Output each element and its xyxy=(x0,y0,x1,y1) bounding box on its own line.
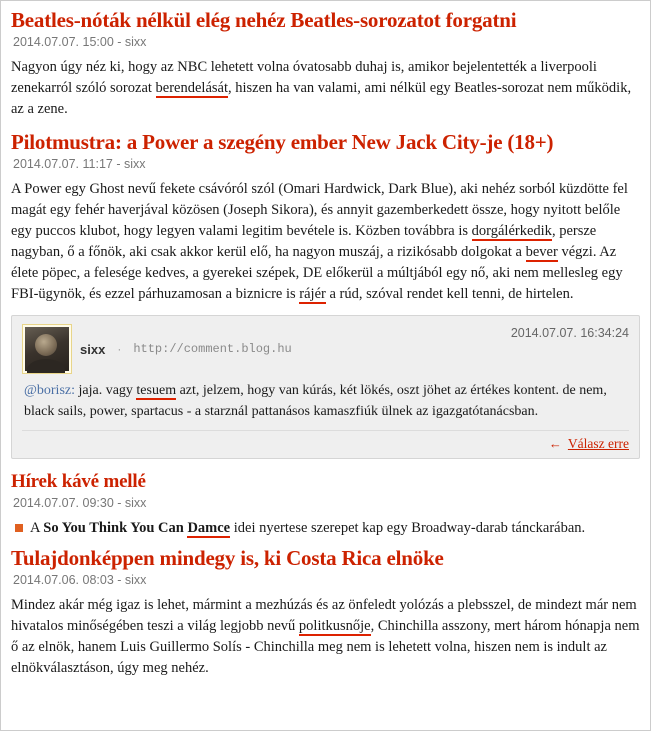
square-bullet-icon xyxy=(15,524,23,532)
post-meta: 2014.07.07. 09:30 - sixx xyxy=(13,495,147,510)
highlighted-term: politkusnője xyxy=(298,618,371,635)
post-title[interactable]: Pilotmustra: a Power a szegény ember New Jack City-je (18+) xyxy=(11,130,554,155)
highlighted-term: tesuem xyxy=(136,383,177,399)
post-1 xyxy=(11,8,640,120)
comment-block xyxy=(11,315,640,459)
post-text-part: , Chinchilla asszony, mert három hónapja nem ő az elnök, hanem Luis Guillermo Solís - Chinchilla meg nem is lehetett volna, hiszen nem is indult az elnökválasztáson, úgy meg nehéz. xyxy=(11,618,640,677)
reply-link[interactable]: Válasz erre xyxy=(567,436,629,452)
avatar xyxy=(22,324,72,374)
post-text-part: Nagyon úgy néz ki, hogy az NBC lehetett volna óvatosabb duhaj is, amikor bejelentették a liverpooli zenekarról szóló sorozat xyxy=(11,59,597,97)
post-body xyxy=(11,595,640,679)
comment-text-part: azt, jelzem, hogy van kúrás, két lökés, oszt jöhet az értékes kontent. de nem, black sails, power, spartacus - a starznál pattanásos kamaszfiúk ülnek az igazgatótanácsban. xyxy=(24,383,607,419)
post-title[interactable]: Hírek kávé mellé xyxy=(11,471,146,493)
highlighted-term: bever xyxy=(525,244,558,261)
comment-author[interactable]: sixx xyxy=(80,341,106,357)
post-text-part: , hiszen ha van valami, ami nélkül egy Beatles-sorozat nem működik, az a zene. xyxy=(11,80,632,118)
post-3 xyxy=(11,471,640,539)
list-text-part: idei nyertese szerepet kap egy Broadway-darab tánckarában. xyxy=(230,519,586,536)
post-meta: 2014.07.07. 15:00 - sixx xyxy=(13,35,147,50)
post-body xyxy=(11,57,640,120)
comment-mention[interactable]: @borisz: xyxy=(24,383,75,399)
list-item xyxy=(15,518,640,539)
post-text-part: Mindez akár még igaz is lehet, mármint a mezhúzás és az önfeledt yolózás a plebsszel, de mindezt már nem hivatalos minőségében teszi a világ legjobb nevű xyxy=(11,597,637,635)
highlighted-term: Damce xyxy=(187,519,231,536)
highlighted-term: berendelását xyxy=(155,80,229,97)
comment-timestamp: 2014.07.07. 16:34:24 xyxy=(510,326,629,341)
comment-text-part: jaja. vagy xyxy=(75,383,137,399)
post-title[interactable]: Tulajdonképpen mindegy is, ki Costa Rica elnöke xyxy=(11,545,444,570)
reply-arrow-icon: ← xyxy=(548,436,562,452)
comment-footer xyxy=(22,430,629,452)
comment-identity xyxy=(22,324,292,374)
list-text-part: A xyxy=(30,519,44,536)
list-item-text xyxy=(30,518,585,539)
separator-dot: · xyxy=(117,342,122,357)
post-title[interactable]: Beatles-nóták nélkül elég nehéz Beatles-sorozatot forgatni xyxy=(11,8,517,32)
post-body xyxy=(11,179,640,305)
post-text-part: , persze nagyban, ő a főnök, aki csak akkor kerül elő, ha nagyon muszáj, a rizikósabb dolgokat a xyxy=(11,223,597,261)
post-2 xyxy=(11,130,640,305)
post-meta: 2014.07.06. 08:03 - sixx xyxy=(13,573,147,588)
comment-url[interactable]: http://comment.blog.hu xyxy=(133,342,292,357)
list-text-bold: So You Think You Can xyxy=(43,519,188,536)
post-4 xyxy=(11,546,640,679)
highlighted-term: dorgálérkedik xyxy=(471,223,552,240)
comment-text xyxy=(24,381,627,422)
highlighted-term: rájér xyxy=(299,286,326,303)
post-meta: 2014.07.07. 11:17 - sixx xyxy=(13,157,146,172)
post-text-part: a rúd, szóval rendet kell tenni, de hirtelen. xyxy=(325,286,574,303)
post-text-part: A Power egy Ghost nevű fekete csávóról szól (Omari Hardwick, Dark Blue), aki nehéz sorból küzdötte fel magát egy fehér haverjával közösen (Joseph Sikora), és annyit gazemberkedett össze, hogy nyitott belőle egy puccos klubot, hogy legyen valami legitim bevétele is. Közben továbbra is xyxy=(11,181,628,240)
post-text-part: végzi. Az élete pöpec, a felesége kedves, a gyerekei szépek, DE előkerül a múltjából egy nő, aki nem mellesleg egy FBI-ügynök, és ezzel párhuzamosan a biznicre is xyxy=(11,244,623,303)
comment-header xyxy=(22,324,629,374)
